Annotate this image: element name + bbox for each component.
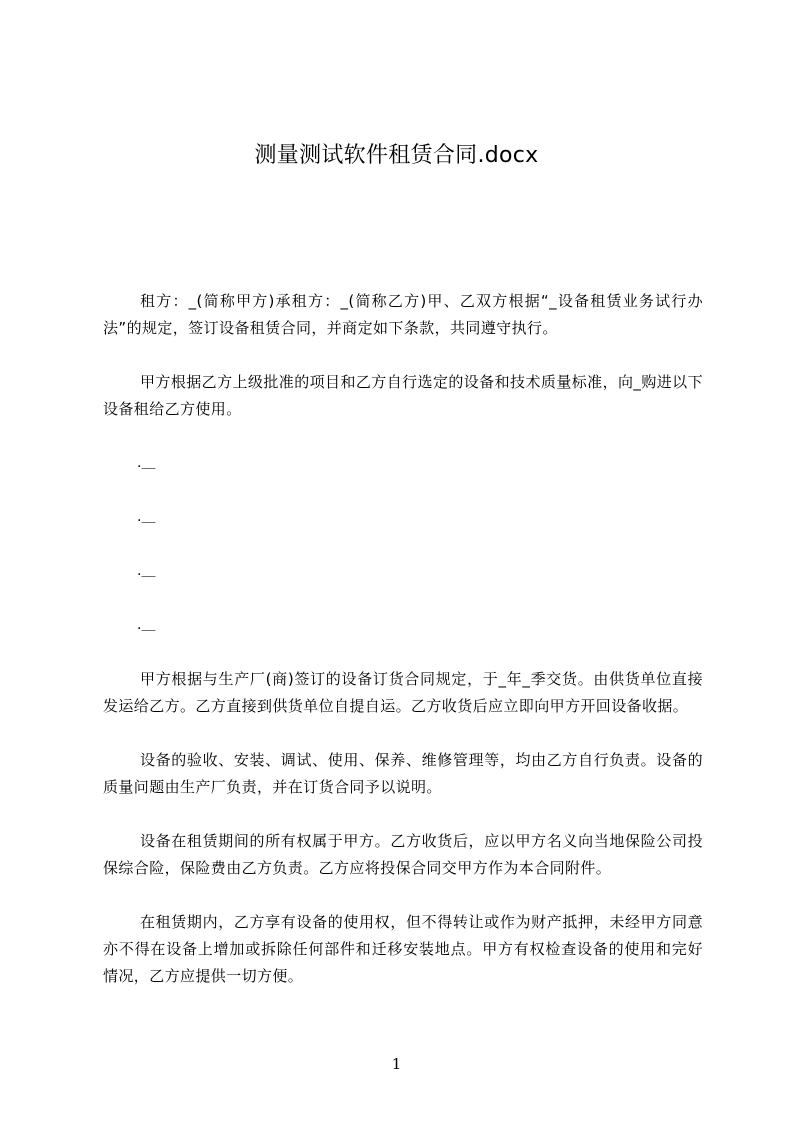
paragraph-ownership: 设备在租赁期间的所有权属于甲方。乙方收货后，应以甲方名义向当地保险公司投保综合险，保险费由乙方负责。乙方应将投保合同交甲方作为本合同附件。 [103,832,703,877]
document-body [103,288,703,990]
paragraph-equipment-purchase: 甲方根据乙方上级批准的项目和乙方自行选定的设备和技术质量标准，向_购进以下设备租给乙方使用。 [103,373,703,418]
document-title: 测量测试软件租赁合同.docx [254,143,539,168]
list-item: .＿ [137,509,156,525]
page-number: 1 [391,1055,402,1073]
list-item: .＿ [137,455,156,471]
paragraph-usage-rights: 在租赁期内，乙方享有设备的使用权，但不得转让或作为财产抵押，未经甲方同意亦不得在设备上增加或拆除任何部件和迁移安装地点。甲方有权检查设备的使用和完好情况，乙方应提供一切方便。 [103,913,703,985]
paragraph-delivery: 甲方根据与生产厂(商)签订的设备订货合同规定，于_年_季交货。由供货单位直接发运给乙方。乙方直接到供货单位自提自运。乙方收货后应立即向甲方开回设备收据。 [103,670,703,715]
list-item: .＿ [137,563,156,579]
paragraph-acceptance: 设备的验收、安装、调试、使用、保养、维修管理等，均由乙方自行负责。设备的质量问题由生产厂负责，并在订货合同予以说明。 [103,751,703,796]
paragraph-parties: 租方：_(简称甲方)承租方：_(简称乙方)甲、乙双方根据“_设备租赁业务试行办法”的规定，签订设备租赁合同，并商定如下条款，共同遵守执行。 [103,292,703,337]
list-item: .＿ [137,617,156,633]
